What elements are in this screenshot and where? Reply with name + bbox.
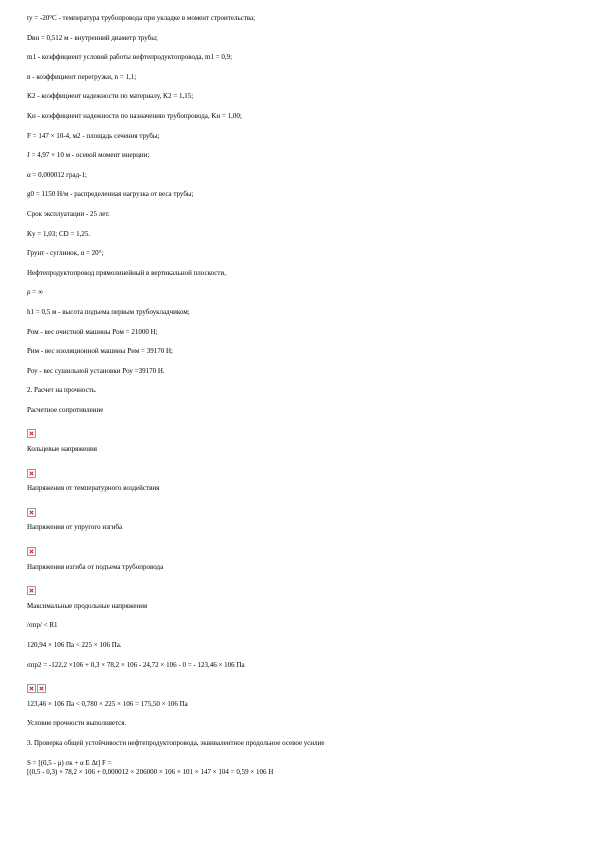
formula-image-row	[27, 425, 582, 434]
text-line: m1 - коэффициент условий работы нефтепродуктопровода, m1 = 0,9;	[27, 53, 233, 62]
broken-image-icon	[27, 684, 36, 693]
text-line: F = 147 × 10-4, м2 - площадь сечения трубы;	[27, 131, 160, 140]
text-line: Кольцевые напряжения	[27, 445, 97, 454]
formula-image-row	[27, 582, 582, 591]
document-body	[27, 14, 582, 787]
broken-image-icon	[27, 586, 36, 595]
text-line: 123,46 × 106 Па < 0,780 × 225 × 106 = 175,50 × 106 Па	[27, 699, 188, 708]
text-line: Напряжения от температурного воздействия	[27, 484, 160, 493]
text-line: Нефтепродуктопровод прямолинейный в вертикальной плоскости,	[27, 268, 226, 277]
text-line: Условие прочности выполняется.	[27, 719, 127, 728]
text-line: Dвн = 0,512 м - внутренний диаметр трубы;	[27, 33, 158, 42]
text-line: ty = -20°C - температура трубопровода при укладке в момент строительства;	[27, 14, 256, 22]
text-line: Pоу - вес сушильной установки Pоу =39170 Н.	[27, 366, 165, 375]
section-heading: 3. Проверка общей устойчивости нефтепродуктопровода, эквивалентное продольное осевое усилие	[27, 738, 325, 747]
text-line: σпр2 = -122,2 ×106 + 0,3 × 78,2 × 106 - 24,72 × 106 - 0 = - 123,46 × 106 Па	[27, 660, 245, 669]
text-line: Kн - коэффициент надежности по назначению трубопровода, Kн = 1,00;	[27, 111, 242, 120]
text-line: Грунт - суглинок, α = 20°;	[27, 249, 104, 258]
formula-image-row	[27, 504, 582, 513]
section-heading: 2. Расчет на прочность.	[27, 386, 97, 395]
text-line: S = [(0,5 - μ) σк + α E Δt] F =	[27, 758, 112, 767]
text-line: Максимальные продольные напряжения	[27, 601, 148, 610]
text-line: Напряжения от упругого изгиба	[27, 523, 123, 532]
broken-image-icon	[27, 547, 36, 556]
formula-image-row	[27, 680, 582, 689]
text-line: Срок эксплуатации - 25 лет.	[27, 209, 110, 218]
text-line: Расчетное сопротивление	[27, 405, 104, 414]
formula-image-row	[27, 465, 582, 474]
text-line: Pим - вес изоляционной машины Pим = 39170 Н;	[27, 347, 173, 356]
text-line: /σпр/ < R1	[27, 621, 58, 630]
text-line: K2 - коэффициент надежности по материалу, K2 = 1,15;	[27, 92, 194, 101]
text-line: α = 0,000012 град-1;	[27, 170, 87, 179]
formula-image-row	[27, 543, 582, 552]
broken-image-icon	[37, 684, 46, 693]
broken-image-icon	[27, 508, 36, 517]
text-line: h1 = 0,5 м - высота подъема первым трубоукладчиком;	[27, 307, 190, 316]
text-line: J = 4,97 × 10 м - осевой момент инерции;	[27, 151, 150, 160]
text-line: Напряжения изгиба от подъема трубопровода	[27, 562, 164, 571]
text-line: 120,94 × 106 Па < 225 × 106 Па.	[27, 641, 122, 649]
broken-image-icon	[27, 429, 36, 438]
text-line: Ky = 1,03; CD = 1,25.	[27, 229, 91, 238]
text-line: n - коэффициент перегрузки, n = 1,1;	[27, 72, 137, 81]
text-line: Pом - вес очистной машины Pом = 21000 Н;	[27, 327, 158, 336]
broken-image-icon	[27, 469, 36, 478]
text-line: g0 = 1150 Н/м - распределенная нагрузка от веса трубы;	[27, 190, 194, 199]
text-line: ρ = ∞	[27, 288, 43, 297]
text-line: [(0,5 - 0,3) × 78,2 × 106 + 0,000012 × 206000 × 106 × 101 × 147 × 104 = 0,59 × 106 Н	[27, 767, 274, 776]
